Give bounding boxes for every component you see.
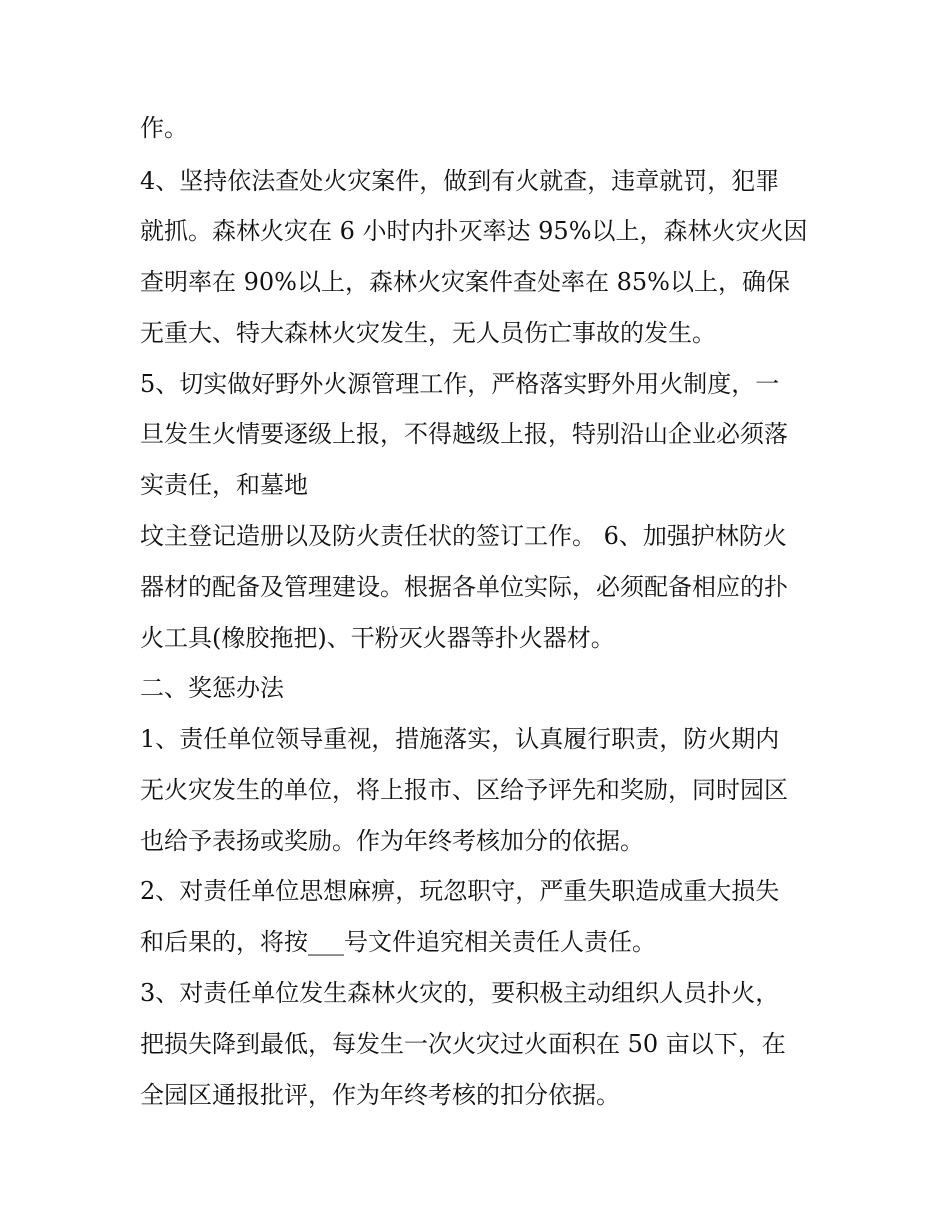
text-line: 5、切实做好野外火源管理工作，严格落实野外用火制度，一: [140, 370, 780, 398]
text-line: 器材的配备及管理建设。根据各单位实际，必须配备相应的扑: [140, 573, 788, 601]
text-line: 作。: [140, 114, 188, 142]
text-line: 和后果的，将按___号文件追究相关责任人责任。: [140, 928, 656, 956]
text-line: 3、对责任单位发生森林火灾的，要积极主动组织人员扑火，: [140, 979, 780, 1007]
text-line: 也给予表扬或奖励。作为年终考核加分的依据。: [140, 827, 644, 855]
text-line: 实责任，和墓地: [140, 471, 308, 499]
section-heading: 二、奖惩办法: [140, 674, 284, 702]
text-line: 旦发生火情要逐级上报，不得越级上报，特别沿山企业必须落: [140, 420, 788, 448]
text-line: 无火灾发生的单位，将上报市、区给予评先和奖励，同时园区: [140, 776, 788, 804]
text-line: 就抓。森林火灾在 6 小时内扑灭率达 95%以上，森林火灾火因: [140, 217, 808, 245]
text-line: 把损失降到最低，每发生一次火灾过火面积在 50 亩以下，在: [140, 1030, 786, 1058]
text-line: 4、坚持依法查处火灾案件，做到有火就查，违章就罚，犯罪: [140, 167, 780, 195]
text-line: 坟主登记造册以及防火责任状的签订工作。 6、加强护林防火: [140, 522, 787, 550]
text-line: 全园区通报批评，作为年终考核的扣分依据。: [140, 1081, 620, 1109]
text-line: 查明率在 90%以上，森林火灾案件查处率在 85%以上，确保: [140, 268, 790, 296]
text-line: 火工具(橡胶拖把)、干粉灭火器等扑火器材。: [140, 624, 615, 652]
text-line: 2、对责任单位思想麻痹，玩忽职守，严重失职造成重大损失: [140, 877, 780, 905]
text-line: 1、责任单位领导重视，措施落实，认真履行职责，防火期内: [140, 725, 780, 753]
text-line: 无重大、特大森林火灾发生，无人员伤亡事故的发生。: [140, 319, 716, 347]
